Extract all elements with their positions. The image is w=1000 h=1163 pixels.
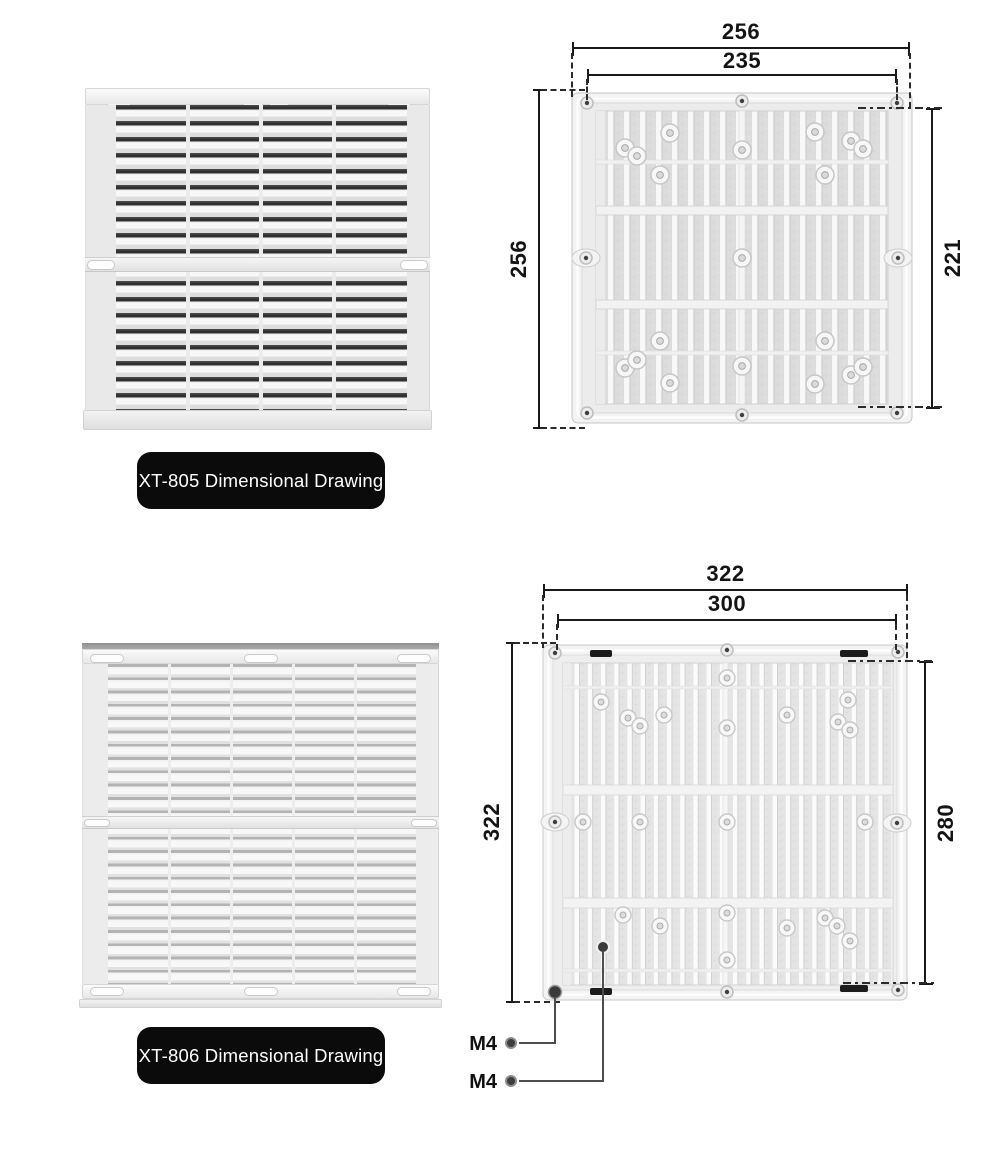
m4-callout-label: M4 — [469, 1033, 497, 1055]
dim-label-inner-height-xt806: 280 — [933, 803, 958, 843]
dim-line-outer-height-xt805 — [538, 90, 540, 428]
m4-callout-dot — [505, 1075, 517, 1087]
dim-line-inner-width-xt805 — [587, 74, 897, 76]
m4-leader-line — [554, 997, 556, 1043]
grille-tab — [397, 987, 431, 996]
dim-line-inner-height-xt805 — [931, 109, 933, 408]
grille-hinge-pill — [400, 260, 428, 270]
dim-label-inner-width-xt805: 235 — [722, 48, 762, 73]
extension-line — [541, 427, 585, 429]
dim-line-outer-height-xt806 — [511, 643, 513, 1002]
front-view-xt806 — [82, 643, 439, 1008]
extension-line — [906, 595, 908, 658]
grille-base — [83, 410, 432, 430]
m4-callout-dot — [505, 1037, 517, 1049]
grille-mid-rail — [82, 816, 439, 829]
grille-tab — [244, 654, 278, 663]
m4-leader-line — [519, 1080, 604, 1082]
dim-label-outer-height-xt805: 256 — [506, 239, 531, 279]
grille-tab — [397, 654, 431, 663]
extension-line — [858, 107, 944, 109]
extension-line — [909, 53, 911, 108]
extension-line — [586, 79, 588, 100]
model-plate-label: XT-806 Dimensional Drawing — [138, 1044, 384, 1066]
model-plate-xt806 — [137, 1027, 385, 1084]
m4-callout-label: M4 — [469, 1071, 497, 1093]
dim-label-outer-width-xt805: 256 — [721, 19, 761, 44]
front-view-xt805 — [85, 88, 430, 430]
extension-line — [848, 660, 936, 662]
grille-base — [79, 999, 442, 1008]
rear-view-xt805 — [560, 85, 920, 430]
grille-tab — [244, 987, 278, 996]
dim-line-inner-width-xt806 — [557, 619, 897, 621]
grille-top-cap — [85, 88, 430, 105]
extension-line — [843, 982, 936, 984]
dim-line-inner-height-xt806 — [924, 662, 926, 984]
grille-tab — [90, 987, 124, 996]
grille-tab — [90, 654, 124, 663]
grille-mid-rail — [85, 257, 430, 272]
extension-line — [514, 642, 556, 644]
grille-hinge-pill — [87, 260, 115, 270]
model-plate-label: XT-805 Dimensional Drawing — [138, 469, 384, 491]
dim-label-outer-height-xt806: 322 — [479, 802, 504, 842]
extension-line — [541, 89, 585, 91]
m4-leader-line — [602, 952, 604, 1082]
dim-label-outer-width-xt806: 322 — [706, 561, 745, 586]
grille-hinge-pill — [84, 819, 110, 827]
rear-view-xt806 — [535, 638, 915, 1008]
extension-line — [542, 595, 544, 648]
model-plate-xt805 — [137, 452, 385, 509]
m4-leader-line — [519, 1042, 556, 1044]
extension-line — [556, 624, 558, 650]
extension-line — [858, 406, 944, 408]
extension-line — [896, 79, 898, 100]
extension-line — [895, 624, 897, 650]
dim-label-inner-width-xt806: 300 — [707, 591, 747, 616]
grille-hinge-pill — [411, 819, 437, 827]
dim-label-inner-height-xt805: 221 — [940, 238, 965, 278]
